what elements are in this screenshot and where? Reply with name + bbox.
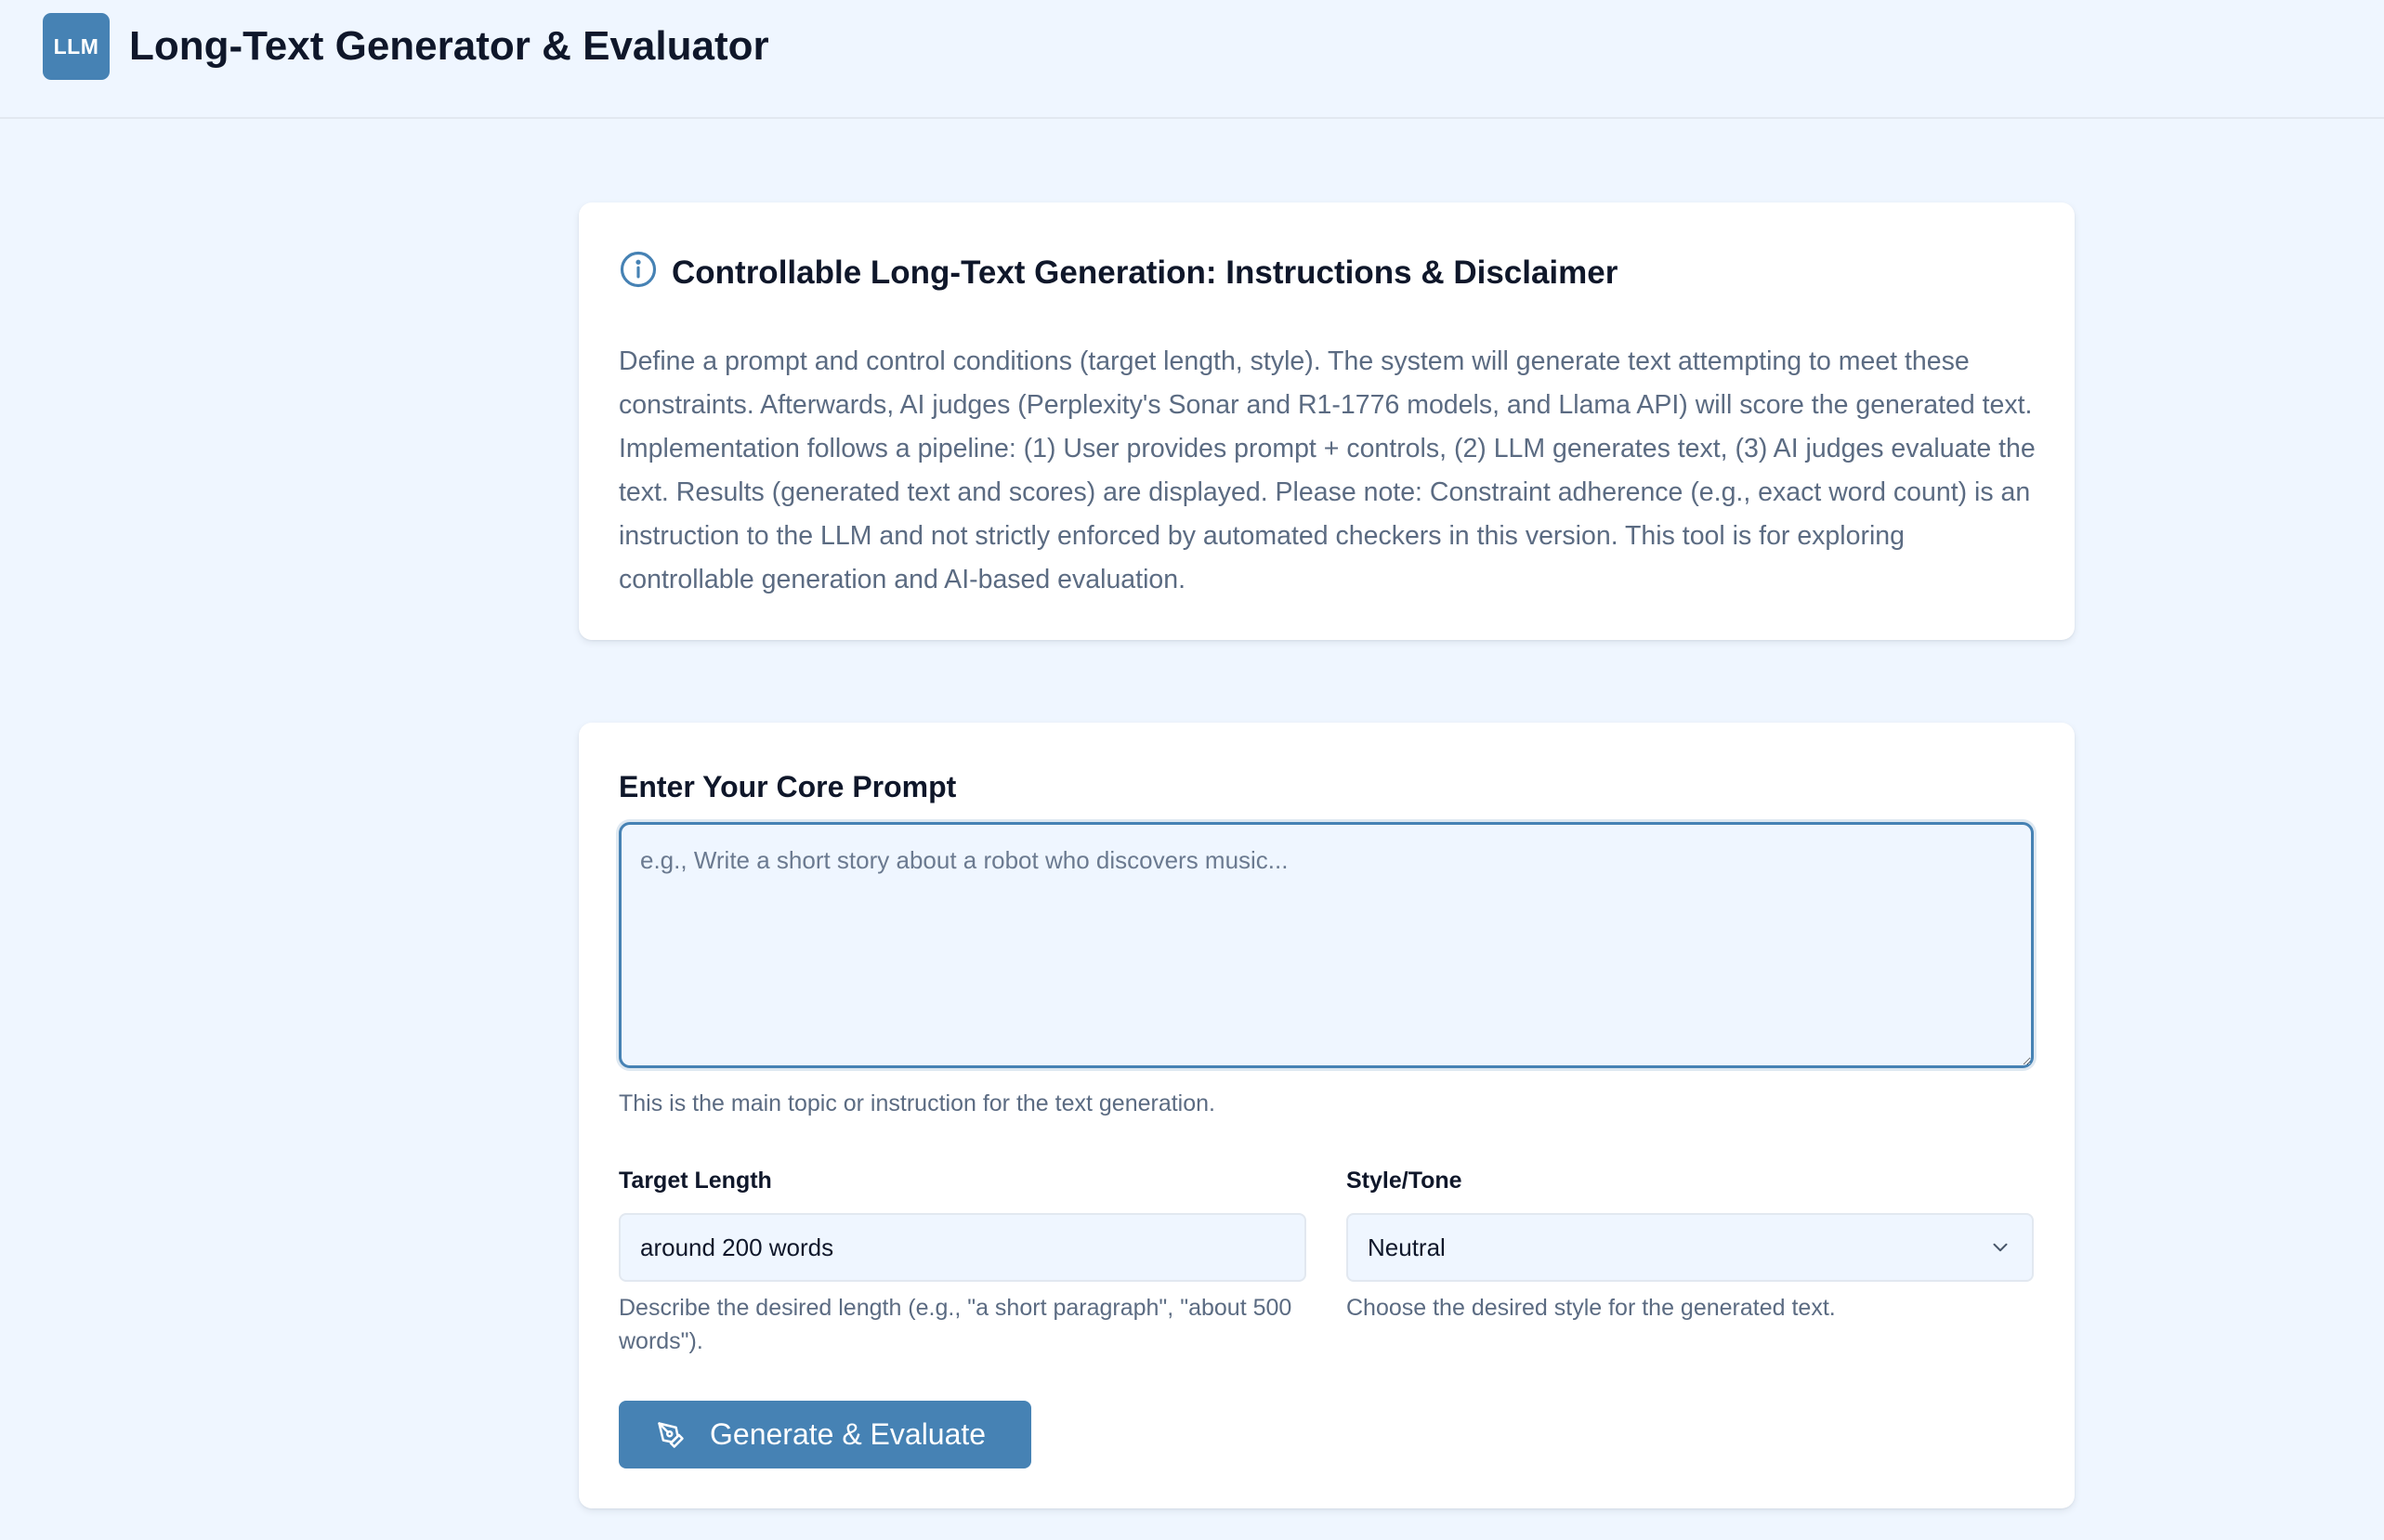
style-tone-selected-value: Neutral (1368, 1233, 1446, 1261)
generate-evaluate-button[interactable] (619, 1401, 1031, 1468)
generation-form-card (579, 723, 2075, 1508)
instructions-title: Controllable Long-Text Generation: Instructions & Disclaimer (672, 254, 1618, 291)
style-tone-label: Style/Tone (1346, 1168, 1462, 1194)
target-length-input[interactable] (619, 1213, 1306, 1282)
target-length-help-text: Describe the desired length (e.g., "a short paragraph", "about 500 words"). (619, 1295, 1292, 1354)
generate-evaluate-label: Generate & Evaluate (710, 1417, 987, 1451)
prompt-help-text: This is the main topic or instruction for the text generation. (619, 1090, 1215, 1116)
prompt-label: Enter Your Core Prompt (619, 770, 957, 803)
style-tone-select[interactable] (1346, 1213, 2034, 1282)
app-header (0, 0, 2384, 119)
target-length-label: Target Length (619, 1168, 772, 1194)
instructions-text: Define a prompt and control conditions (target length, style). The system will generate text attempting to meet these constraints. Afterwards, AI judges (Perplexity's Sonar and R1-1776 models, and Llama API) will score the generated text. Implementation follows a pipeline: (1) User provides prompt + controls, (2) LLM generates text, (3) AI judges evaluate the text. Results (generated text and scores) are displayed. Please note: Constraint adherence (e.g., exact word count) is an instruction to the LLM and not strictly enforced by automated checkers in this version. This tool is for exploring controllable generation and AI-based evaluation. (619, 346, 2036, 594)
info-icon (619, 250, 658, 289)
instructions-card (579, 202, 2075, 640)
style-tone-help-text: Choose the desired style for the generated text. (1346, 1295, 1836, 1321)
app-title: Long-Text Generator & Evaluator (129, 23, 769, 69)
prompt-input[interactable] (619, 822, 2034, 1068)
chevron-down-icon (1988, 1235, 2012, 1259)
app-logo: LLM (43, 13, 110, 80)
pen-tool-icon (657, 1421, 685, 1449)
